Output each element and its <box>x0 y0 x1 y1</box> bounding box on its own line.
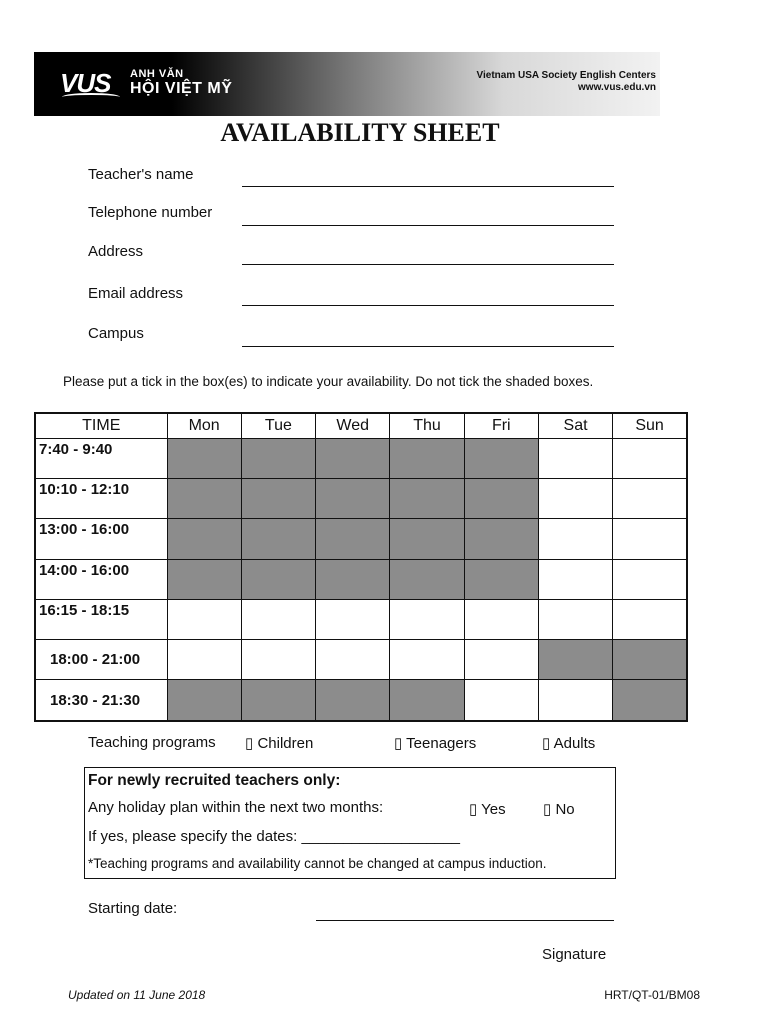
table-header-row <box>35 413 687 439</box>
time-slot-label: 16:15 - 18:15 <box>35 599 167 639</box>
shaded-cell <box>390 479 464 519</box>
checkbox-icon: ▯ <box>469 801 478 818</box>
day-header: Sat <box>538 413 612 439</box>
time-slot-label: 18:00 - 21:00 <box>35 640 167 680</box>
shaded-cell <box>464 439 538 479</box>
shaded-cell <box>390 680 464 721</box>
shaded-cell <box>167 519 241 559</box>
availability-cell[interactable] <box>538 599 612 639</box>
website-link[interactable]: www.vus.edu.vn <box>578 82 656 93</box>
teacher-name-label: Teacher's name <box>88 166 194 183</box>
organization-name: Vietnam USA Society English Centers <box>476 70 656 81</box>
time-slot-label: 18:30 - 21:30 <box>35 680 167 721</box>
shaded-cell <box>241 519 315 559</box>
instruction-text: Please put a tick in the box(es) to indicate your availability. Do not tick the shaded boxes. <box>63 374 594 389</box>
logo-text: VUS <box>60 68 111 98</box>
updated-date: Updated on 11 June 2018 <box>68 988 206 1002</box>
page-title: AVAILABILITY SHEET <box>220 118 500 147</box>
shaded-cell <box>390 519 464 559</box>
day-header: Wed <box>316 413 390 439</box>
shaded-cell <box>464 559 538 599</box>
time-slot-label: 14:00 - 16:00 <box>35 559 167 599</box>
availability-cell[interactable] <box>538 439 612 479</box>
time-slot-label: 13:00 - 16:00 <box>35 519 167 559</box>
no-checkbox[interactable] <box>543 800 575 818</box>
time-header: TIME <box>35 413 167 439</box>
shaded-cell <box>316 519 390 559</box>
telephone-label: Telephone number <box>88 204 213 221</box>
availability-cell[interactable] <box>390 599 464 639</box>
shaded-cell <box>390 559 464 599</box>
shaded-cell <box>167 559 241 599</box>
day-header: Thu <box>390 413 464 439</box>
adults-checkbox[interactable] <box>542 734 595 752</box>
email-label: Email address <box>88 285 184 302</box>
campus-label: Campus <box>88 325 144 342</box>
induction-note: *Teaching programs and availability cannot be changed at campus induction. <box>88 856 547 871</box>
children-label: Children <box>257 735 314 752</box>
availability-cell[interactable] <box>613 559 687 599</box>
shaded-cell <box>167 439 241 479</box>
starting-date-label: Starting date: <box>88 900 178 917</box>
table-row <box>35 559 687 599</box>
table-row <box>35 640 687 680</box>
availability-cell[interactable] <box>538 680 612 721</box>
availability-cell[interactable] <box>241 640 315 680</box>
shaded-cell <box>241 680 315 721</box>
availability-table <box>34 412 688 722</box>
availability-cell[interactable] <box>316 599 390 639</box>
table-row <box>35 680 687 721</box>
shaded-cell <box>538 640 612 680</box>
address-label: Address <box>88 243 144 260</box>
vus-logo <box>60 68 124 102</box>
shaded-cell <box>390 439 464 479</box>
brand-line-2: HỘI VIỆT MỸ <box>130 80 233 97</box>
availability-cell[interactable] <box>167 599 241 639</box>
availability-cell[interactable] <box>538 559 612 599</box>
signature-label: Signature <box>542 946 607 963</box>
day-header: Tue <box>241 413 315 439</box>
day-header: Mon <box>167 413 241 439</box>
availability-cell[interactable] <box>613 599 687 639</box>
no-label: No <box>555 801 575 818</box>
checkbox-icon: ▯ <box>543 801 552 818</box>
adults-label: Adults <box>553 735 596 752</box>
time-slot-label: 7:40 - 9:40 <box>35 439 167 479</box>
logo-swoosh-icon <box>62 93 120 101</box>
holiday-dates-field[interactable]: If yes, please specify the dates: ___________________ <box>88 828 460 845</box>
availability-cell[interactable] <box>241 599 315 639</box>
yes-checkbox[interactable] <box>469 800 506 818</box>
checkbox-icon: ▯ <box>542 735 551 752</box>
shaded-cell <box>316 559 390 599</box>
shaded-cell <box>464 479 538 519</box>
shaded-cell <box>464 519 538 559</box>
checkbox-icon: ▯ <box>394 735 403 752</box>
header-banner <box>34 52 660 116</box>
yes-label: Yes <box>481 801 506 818</box>
availability-cell[interactable] <box>538 479 612 519</box>
table-row <box>35 599 687 639</box>
availability-cell[interactable] <box>316 640 390 680</box>
day-header: Sun <box>613 413 687 439</box>
shaded-cell <box>241 559 315 599</box>
availability-cell[interactable] <box>390 640 464 680</box>
teenagers-label: Teenagers <box>406 735 477 752</box>
availability-cell[interactable] <box>167 640 241 680</box>
shaded-cell <box>241 479 315 519</box>
shaded-cell <box>613 640 687 680</box>
shaded-cell <box>167 680 241 721</box>
address-field[interactable] <box>242 264 614 265</box>
email-field[interactable] <box>242 305 614 306</box>
starting-date-field[interactable] <box>316 920 614 921</box>
teenagers-checkbox[interactable] <box>394 734 476 752</box>
shaded-cell <box>316 439 390 479</box>
brand-line-1: ANH VĂN <box>130 68 184 80</box>
children-checkbox[interactable] <box>245 734 313 752</box>
shaded-cell <box>613 680 687 721</box>
new-recruits-heading: For newly recruited teachers only: <box>88 772 341 789</box>
shaded-cell <box>316 680 390 721</box>
table-row <box>35 439 687 479</box>
availability-cell[interactable] <box>613 439 687 479</box>
availability-cell[interactable] <box>613 519 687 559</box>
shaded-cell <box>167 479 241 519</box>
checkbox-icon: ▯ <box>245 735 254 752</box>
time-slot-label: 10:10 - 12:10 <box>35 479 167 519</box>
table-row <box>35 479 687 519</box>
availability-cell[interactable] <box>464 680 538 721</box>
table-row <box>35 519 687 559</box>
telephone-field[interactable] <box>242 225 614 226</box>
campus-field[interactable] <box>242 346 614 347</box>
new-recruits-box <box>84 767 616 879</box>
availability-cell[interactable] <box>464 640 538 680</box>
availability-cell[interactable] <box>464 599 538 639</box>
form-code: HRT/QT-01/BM08 <box>604 988 700 1002</box>
availability-cell[interactable] <box>613 479 687 519</box>
availability-cell[interactable] <box>538 519 612 559</box>
teaching-programs-label: Teaching programs <box>88 734 216 751</box>
shaded-cell <box>316 479 390 519</box>
holiday-question: Any holiday plan within the next two months: <box>88 799 384 816</box>
teacher-name-field[interactable] <box>242 186 614 187</box>
shaded-cell <box>241 439 315 479</box>
day-header: Fri <box>464 413 538 439</box>
